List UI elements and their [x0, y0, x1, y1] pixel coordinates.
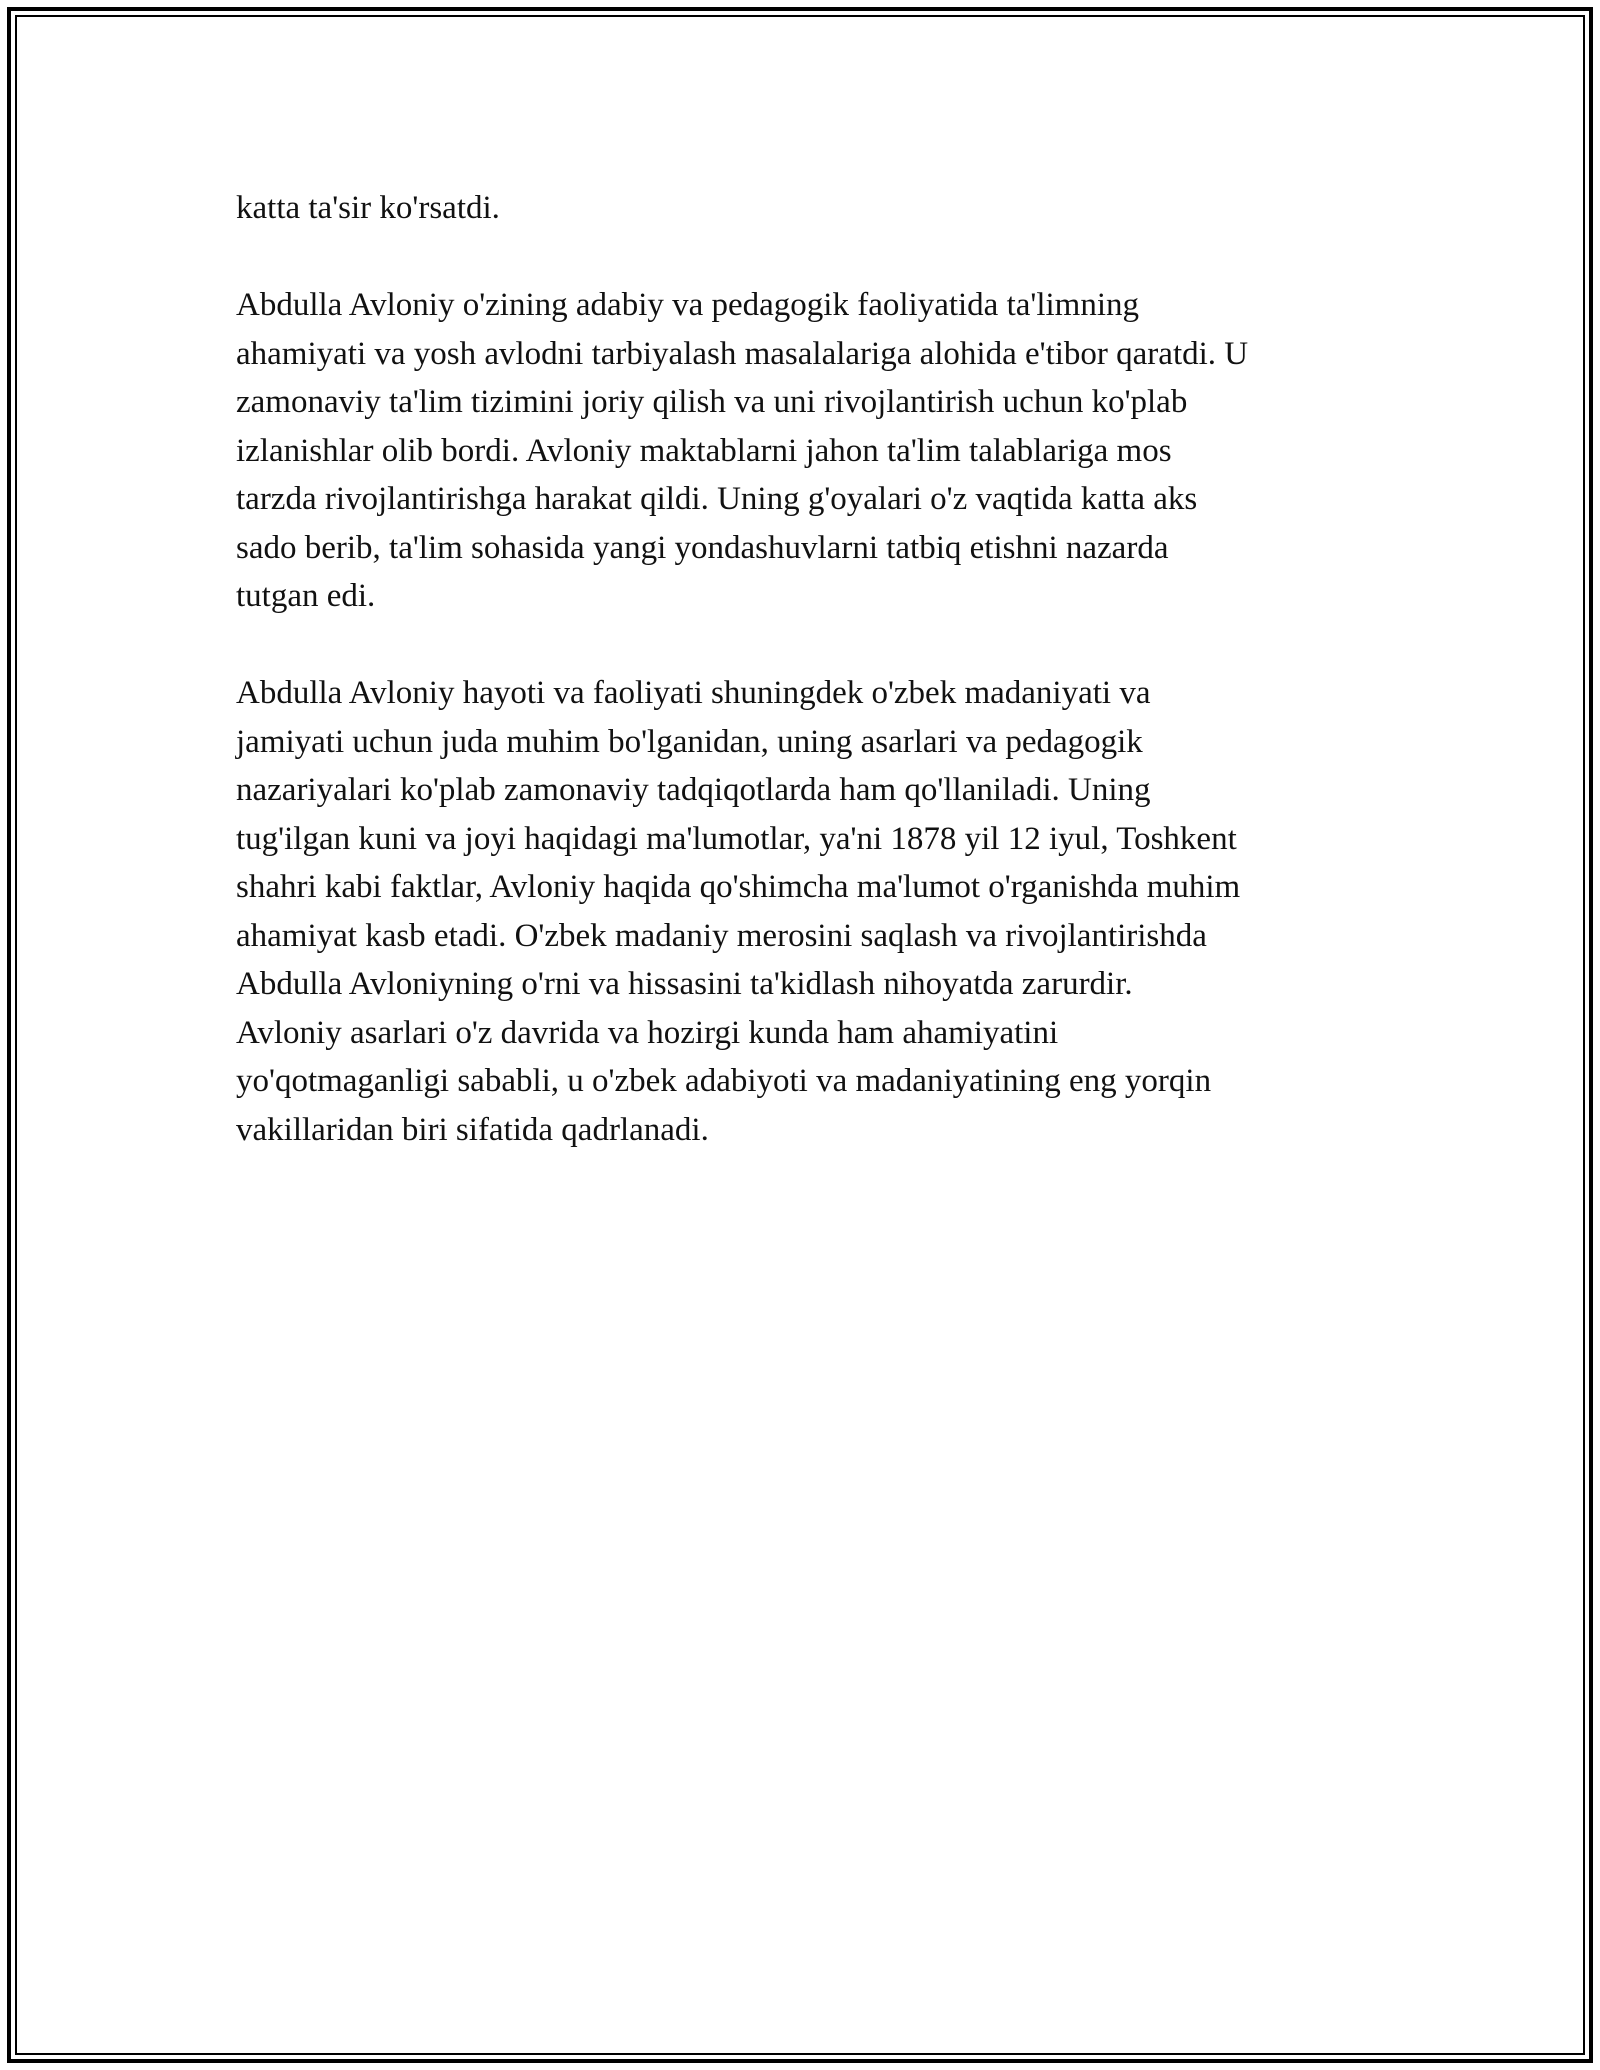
- text-line: zamonaviy ta'lim tizimini joriy qilish va uni rivojlantirish uchun ko'plab: [236, 384, 1188, 420]
- text-line: tutgan edi.: [236, 578, 376, 614]
- text-line: tug'ilgan kuni va joyi haqidagi ma'lumotlar, ya'ni 1878 yil 12 iyul, Toshkent: [236, 820, 1237, 857]
- text-line: katta ta'sir ko'rsatdi.: [236, 190, 500, 226]
- text-line: ahamiyat kasb etadi. O'zbek madaniy merosini saqlash va rivojlantirishda: [236, 917, 1207, 954]
- text-line: jamiyati uchun juda muhim bo'lganidan, uning asarlari va pedagogik: [236, 723, 1143, 760]
- text-line: Abdulla Avloniy o'zining adabiy va pedagogik faoliyatida ta'limning: [236, 287, 1140, 323]
- text-line: ahamiyati va yosh avlodni tarbiyalash masalalariga alohida e'tibor qaratdi. U: [236, 335, 1249, 372]
- text-line: izlanishlar olib bordi. Avloniy maktablarni jahon ta'lim talablariga mos: [236, 432, 1172, 469]
- text-line: yo'qotmaganligi sababli, u o'zbek adabiyoti va madaniyatining eng yorqin: [236, 1063, 1212, 1099]
- text-line: Abdulla Avloniyning o'rni va hissasini ta'kidlash nihoyatda zarurdir.: [236, 966, 1133, 1002]
- document-body: [236, 184, 1386, 1203]
- text-line: vakillaridan biri sifatida qadrlanadi.: [236, 1111, 709, 1148]
- text-line: tarzda rivojlantirishga harakat qildi. Uning g'oyalari o'z vaqtida katta aks: [236, 481, 1198, 517]
- text-line: sado berib, ta'lim sohasida yangi yondashuvlarni tatbiq etishni nazarda: [236, 529, 1169, 566]
- paragraph-3: [236, 669, 1386, 1154]
- text-line: shahri kabi faktlar, Avloniy haqida qo'shimcha ma'lumot o'rganishda muhim: [236, 869, 1241, 905]
- paragraph-2: [236, 281, 1386, 621]
- text-line: Abdulla Avloniy hayoti va faoliyati shuningdek o'zbek madaniyati va: [236, 675, 1151, 711]
- text-line: nazariyalari ko'plab zamonaviy tadqiqotlarda ham qo'llaniladi. Uning: [236, 772, 1151, 808]
- text-line: Avloniy asarlari o'z davrida va hozirgi kunda ham ahamiyatini: [236, 1014, 1059, 1051]
- paragraph-1: [236, 184, 1386, 233]
